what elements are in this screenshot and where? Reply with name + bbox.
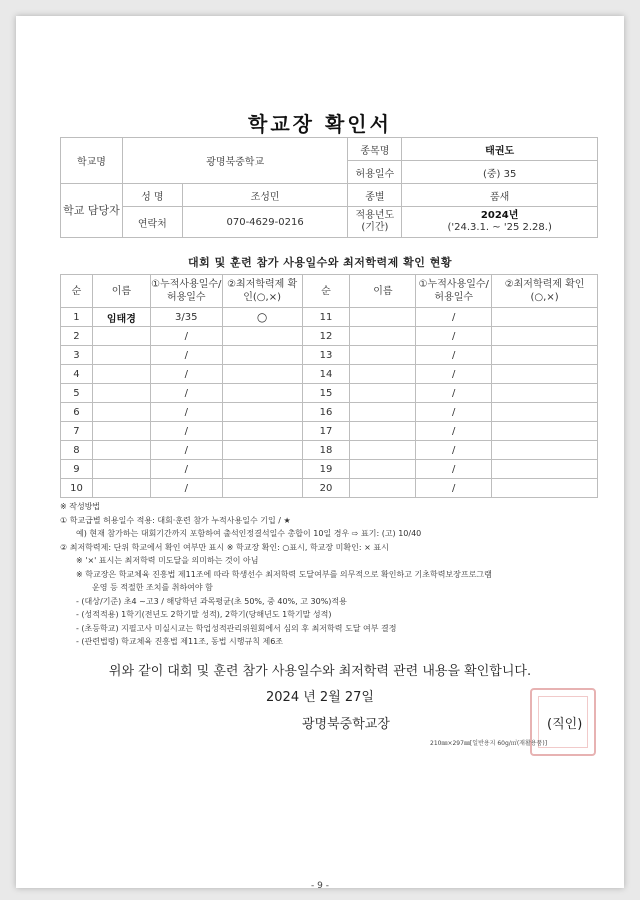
row-days: /: [416, 384, 492, 403]
row-name: [350, 403, 416, 422]
row-name: [92, 460, 150, 479]
header-min-academic: ②최저학력제 확인(○,×): [492, 275, 598, 308]
row-days: /: [150, 384, 222, 403]
row-check: ○: [222, 308, 302, 327]
row-days: /: [150, 365, 222, 384]
row-no: 18: [302, 441, 350, 460]
row-check: [222, 479, 302, 498]
school-label: 학교명: [61, 138, 123, 184]
year-label: 적용년도 (기간): [348, 207, 402, 238]
row-days: /: [416, 346, 492, 365]
row-name: [350, 346, 416, 365]
row-check: [492, 422, 598, 441]
confirmation-date: 2024 년 2월 27일: [266, 690, 374, 705]
seal-label: (직인): [547, 717, 583, 732]
row-no: 6: [61, 403, 93, 422]
row-days: /: [416, 365, 492, 384]
document-title: 학교장 확인서: [248, 112, 392, 136]
table-row: [61, 403, 598, 422]
status-subtitle: 대회 및 훈련 참가 사용일수와 최저학력제 확인 현황: [188, 256, 452, 269]
row-check: [222, 422, 302, 441]
row-name: [92, 479, 150, 498]
category-label: 종별: [348, 184, 402, 207]
header-order: 순: [61, 275, 93, 308]
allowed-days-value: (중) 35: [402, 161, 598, 184]
paper-spec-note: 210㎜×297㎜[일반용지 60g/㎡(재활용품)]: [430, 740, 548, 747]
row-no: 9: [61, 460, 93, 479]
row-no: 10: [61, 479, 93, 498]
note-line: - (관련법령) 학교체육 진흥법 제11조, 동법 시행규칙 제6조: [76, 637, 284, 646]
principal-name: 광명북중학교장: [302, 717, 390, 732]
row-days: 3/35: [150, 308, 222, 327]
row-days: /: [150, 441, 222, 460]
row-check: [222, 327, 302, 346]
row-name: [92, 327, 150, 346]
note-line: ※ 작성방법: [60, 502, 101, 511]
row-check: [222, 384, 302, 403]
allowed-days-label: 허용일수: [348, 161, 402, 184]
row-check: [492, 403, 598, 422]
table-row: [61, 384, 598, 403]
contact-value: 070-4629-0216: [182, 207, 348, 238]
confirmation-text: 위와 같이 대회 및 훈련 참가 사용일수와 최저학력 관련 내용을 확인합니다.: [108, 664, 532, 679]
row-name: [92, 365, 150, 384]
row-check: [222, 403, 302, 422]
row-days: /: [150, 327, 222, 346]
sport-value: 태권도: [402, 138, 598, 161]
row-name: [350, 327, 416, 346]
row-no: 8: [61, 441, 93, 460]
row-check: [492, 460, 598, 479]
row-name: [92, 384, 150, 403]
row-no: 5: [61, 384, 93, 403]
row-no: 3: [61, 346, 93, 365]
row-days: /: [150, 346, 222, 365]
document-page: [16, 16, 624, 891]
note-line: - (대상/기준) 초4 ~고3 / 해당학년 과목평균(초 50%, 중 40%, 고 30%)적용: [76, 596, 347, 606]
row-name: [92, 403, 150, 422]
row-name: 임태경: [92, 308, 150, 327]
row-name: [350, 365, 416, 384]
row-check: [492, 441, 598, 460]
period-value: ('24.3.1. ~ '25 2.28.): [447, 222, 552, 233]
row-no: 14: [302, 365, 350, 384]
row-days: /: [416, 422, 492, 441]
header-name: 이름: [92, 275, 150, 308]
row-no: 2: [61, 327, 93, 346]
row-days: /: [416, 441, 492, 460]
row-check: [492, 327, 598, 346]
row-no: 17: [302, 422, 350, 441]
row-days: /: [416, 460, 492, 479]
row-days: /: [150, 479, 222, 498]
row-name: [92, 441, 150, 460]
row-name: [350, 422, 416, 441]
row-days: /: [150, 460, 222, 479]
row-check: [222, 346, 302, 365]
header-cumulative: ①누적사용일수/허용일수: [416, 275, 492, 308]
row-no: 11: [302, 308, 350, 327]
note-line: ② 최저학력제: 단위 학교에서 확인 여부만 표시 ※ 학교장 확인: ○표시, 학교장 미확인: × 표시: [60, 542, 389, 552]
row-check: [222, 441, 302, 460]
note-line: ※ 학교장은 학교체육 진흥법 제11조에 따라 학생선수 최저학력 도달여부를 의무적으로 확인하고 기초학력보장프로그램: [76, 569, 492, 579]
row-name: [350, 460, 416, 479]
row-no: 7: [61, 422, 93, 441]
row-check: [492, 308, 598, 327]
row-check: [492, 479, 598, 498]
row-days: /: [416, 327, 492, 346]
header-cumulative: ①누적사용일수/허용일수: [150, 275, 222, 308]
table-row: [61, 441, 598, 460]
row-name: [350, 308, 416, 327]
school-info-table: [60, 137, 598, 238]
row-days: /: [150, 403, 222, 422]
status-header-row: [61, 275, 598, 308]
table-row: [61, 308, 598, 327]
row-days: /: [416, 308, 492, 327]
header-order: 순: [302, 275, 350, 308]
school-name: 광명북중학교: [122, 138, 348, 184]
row-check: [222, 460, 302, 479]
row-name: [92, 346, 150, 365]
note-line: - (초등학교) 지필고사 미실시교는 학업성적관리위원회에서 심의 후 최저학력 도달 여부 결정: [76, 623, 397, 633]
contact-label: 연락처: [122, 207, 182, 238]
row-days: /: [416, 479, 492, 498]
row-no: 19: [302, 460, 350, 479]
row-no: 20: [302, 479, 350, 498]
row-check: [222, 365, 302, 384]
row-name: [350, 441, 416, 460]
table-row: [61, 479, 598, 498]
note-line: - (성적적용) 1학기(전년도 2학기말 성적), 2학기(당해년도 1학기말 성적): [76, 610, 332, 619]
table-row: [61, 422, 598, 441]
note-line: ① 학교급별 허용일수 적용: 대회·훈련 참가 누적사용일수 기입 / ★: [60, 515, 291, 525]
manager-label: 학교 담당자: [61, 184, 123, 238]
note-line: ※ '×' 표시는 최저학력 미도달을 의미하는 것이 아님: [76, 556, 259, 565]
page-number: - 9 -: [311, 881, 329, 891]
table-row: [61, 365, 598, 384]
row-days: /: [150, 422, 222, 441]
row-no: 4: [61, 365, 93, 384]
row-no: 15: [302, 384, 350, 403]
year-value: 2024년: [480, 210, 519, 221]
row-days: /: [416, 403, 492, 422]
row-name: [92, 422, 150, 441]
row-no: 16: [302, 403, 350, 422]
table-row: [61, 346, 598, 365]
sport-label: 종목명: [348, 138, 402, 161]
name-label: 성 명: [122, 184, 182, 207]
row-check: [492, 384, 598, 403]
row-name: [350, 384, 416, 403]
status-table: [60, 274, 598, 498]
note-line: 예) 현재 참가하는 대회기간까지 포함하여 출석인정결석일수 총합이 10일 경우 ⇨ 표기: (고) 10/40: [76, 529, 422, 538]
table-row: [61, 460, 598, 479]
table-row: [61, 327, 598, 346]
row-no: 1: [61, 308, 93, 327]
note-line: 운영 등 적절한 조치를 취하여야 함: [92, 583, 213, 592]
row-check: [492, 346, 598, 365]
manager-name: 조성민: [182, 184, 348, 207]
header-name: 이름: [350, 275, 416, 308]
writing-instructions: [60, 500, 600, 649]
row-name: [350, 479, 416, 498]
row-check: [492, 365, 598, 384]
row-no: 13: [302, 346, 350, 365]
row-no: 12: [302, 327, 350, 346]
year-cell: [402, 207, 598, 238]
category-value: 품새: [402, 184, 598, 207]
header-min-academic: ②최저학력제 확인(○,×): [222, 275, 302, 308]
